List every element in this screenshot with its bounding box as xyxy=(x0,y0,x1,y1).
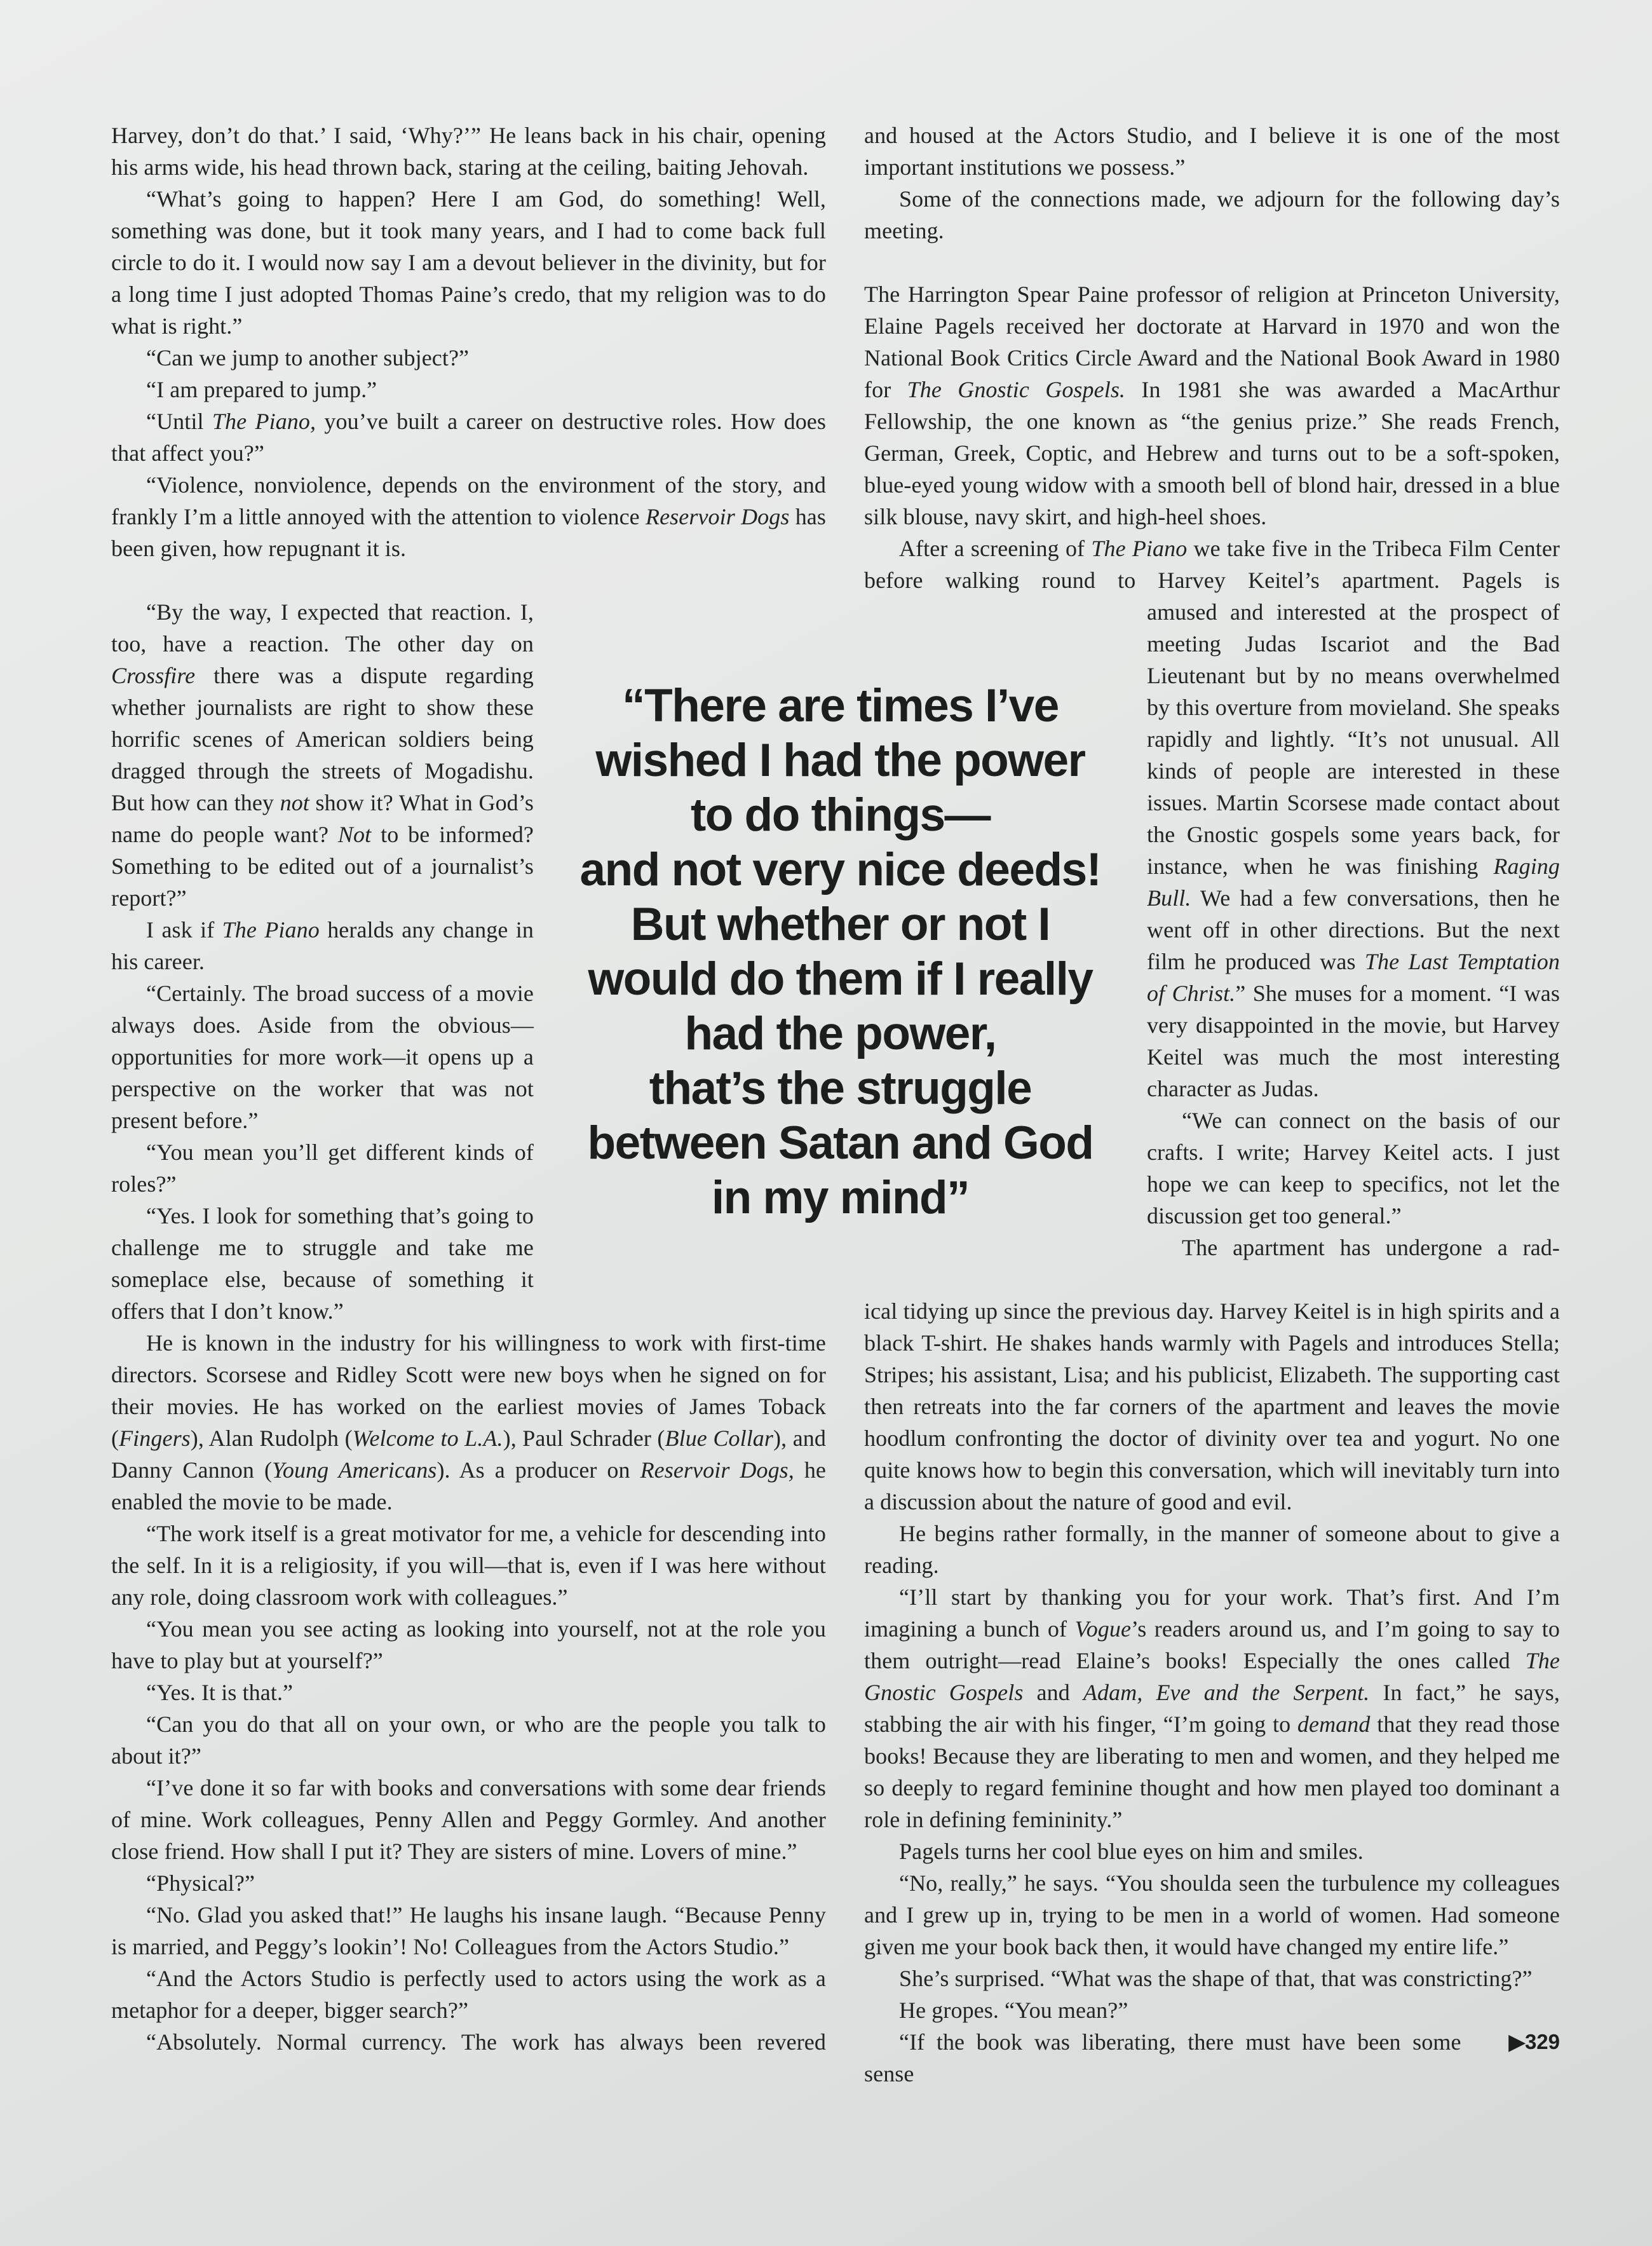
paragraph xyxy=(864,1835,1560,1867)
pull-quote-line: But whether or not I xyxy=(630,899,1050,950)
italic-text-segment: Welcome to L.A. xyxy=(352,1426,503,1451)
pull-quote-line: and not very nice deeds! xyxy=(579,844,1101,895)
italic-text-segment: The Piano, xyxy=(212,409,316,434)
column-right-bottom xyxy=(864,1295,1560,2121)
paragraph xyxy=(1147,596,1560,1105)
text-segment: “I’ve done it so far with books and conversations with some dear friends of mine. Work colleagues, Penny Allen and Peggy Gormley. And another close friend. How shall I put it? They are sisters of mine. Lovers of mine.” xyxy=(111,1775,826,1864)
paragraph xyxy=(864,2026,1560,2090)
text-segment: We had a few conversations, then he went off in other directions. But the next film he produced was xyxy=(1147,885,1560,974)
text-segment: “And the Actors Studio is perfectly used to actors using the work as a metaphor for a deeper, bigger search?” xyxy=(111,1966,826,2023)
text-segment: He gropes. “You mean?” xyxy=(899,1998,1128,2023)
text-segment: and xyxy=(1023,1680,1083,1705)
paragraph xyxy=(864,278,1560,533)
text-segment: “I am prepared to jump.” xyxy=(146,377,377,402)
text-segment: show it? What in God’s name do people want? xyxy=(111,790,534,847)
text-segment: In fact,” he says, stabbing the air with his finger, “I’m going to xyxy=(864,1680,1560,1737)
text-segment: heralds any change in his career. xyxy=(111,917,534,974)
column-left-narrow xyxy=(111,596,534,1327)
paragraph xyxy=(864,1581,1560,1835)
text-segment: ” She muses for a moment. “I was very disappointed in the movie, but Harvey Keitel was much the most interesting character as Judas. xyxy=(1147,981,1560,1101)
text-segment: we take five in the Tribeca Film Center before walking round to Harvey Keitel’s apartment. Pagels is xyxy=(864,536,1560,593)
text-segment: ), Alan Rudolph ( xyxy=(190,1426,353,1451)
italic-text-segment: Fingers xyxy=(119,1426,191,1451)
column-right-top xyxy=(864,119,1560,596)
paragraph xyxy=(111,1867,826,1899)
paragraph xyxy=(864,1867,1560,1963)
italic-text-segment: Reservoir Dogs xyxy=(645,504,790,529)
pull-quote-line: to do things— xyxy=(690,789,991,841)
pull-quote-line: wished I had the power xyxy=(595,735,1085,786)
italic-text-segment: The Gnostic Gospels xyxy=(864,1648,1560,1705)
paragraph xyxy=(111,1518,826,1613)
text-segment: “We can connect on the basis of our crafts. I write; Harvey Keitel acts. I just hope we can keep to specifics, not let the discussion get too general.” xyxy=(1147,1108,1560,1228)
paragraph xyxy=(111,1136,534,1200)
paragraph xyxy=(864,1994,1560,2026)
text-segment: He is known in the industry for his willingness to work with first-time directors. Scorsese and Ridley Scott were new boys when he signed on for their movies. He has worked on the earliest movies of James Toback ( xyxy=(111,1330,826,1451)
pull-quote-line: between Satan and God xyxy=(587,1117,1093,1169)
column-left-top xyxy=(111,119,826,596)
italic-text-segment: Not xyxy=(337,822,372,847)
paragraph xyxy=(111,469,826,564)
paragraph xyxy=(864,533,1560,596)
text-segment: ). As a producer on xyxy=(437,1457,640,1483)
text-segment: The Harrington Spear Paine professor of religion at Princeton University, Elaine Pagels received her doctorate at Harvard in 1970 and won the National Book Critics Circle Award and the National Book Award in 1980 for xyxy=(864,282,1560,402)
pull-quote-line: that’s the struggle xyxy=(649,1063,1032,1114)
text-segment: Some of the connections made, we adjourn for the following day’s meeting. xyxy=(864,186,1560,243)
paragraph xyxy=(111,1772,826,1867)
italic-text-segment: The Piano xyxy=(1091,536,1188,561)
pull-quote-line: “There are times I’ve xyxy=(622,680,1059,732)
text-segment: “Yes. It is that.” xyxy=(146,1680,294,1705)
text-segment: ’s readers around us, and I’m going to say to them outright—read Elaine’s books! Especially the ones called xyxy=(864,1616,1560,1673)
paragraph xyxy=(111,1708,826,1772)
text-segment: “Certainly. The broad success of a movie always does. Aside from the obvious—opportunities for more work—it opens up a perspective on the worker that was not present before.” xyxy=(111,981,534,1133)
paragraph xyxy=(111,342,826,374)
text-segment: “If the book was liberating, there must have been some sense xyxy=(864,2029,1461,2086)
pull-quote-line: would do them if I really xyxy=(588,953,1093,1005)
text-segment: “I’ll start by thanking you for your work. That’s first. And I’m imagining a bunch of xyxy=(864,1584,1560,1642)
pull-quote xyxy=(543,679,1137,1225)
text-segment: there was a dispute regarding whether journalists are right to show these horrific scenes of American soldiers being dragged through the streets of Mogadishu. But how can they xyxy=(111,663,534,815)
text-segment: “You mean you’ll get different kinds of roles?” xyxy=(111,1140,534,1197)
paragraph xyxy=(111,1899,826,1963)
column-right-narrow xyxy=(1147,596,1560,1295)
italic-text-segment: Adam, Eve and the Serpent. xyxy=(1083,1680,1370,1705)
italic-text-segment: Raging Bull. xyxy=(1147,854,1560,911)
text-segment: ), and Danny Cannon ( xyxy=(111,1426,826,1483)
text-segment: “Absolutely. Normal currency. The work has always been revered xyxy=(146,2029,826,2055)
paragraph xyxy=(111,1613,826,1677)
text-segment: has been given, how repugnant it is. xyxy=(111,504,826,561)
text-segment: “The work itself is a great motivator for me, a vehicle for descending into the self. In it is a religiosity, if you will—that is, even if I was here without any role, doing classroom work with colleagues.” xyxy=(111,1521,826,1610)
text-segment: “Can you do that all on your own, or who are the people you talk to about it?” xyxy=(111,1712,826,1769)
paragraph xyxy=(111,1200,534,1327)
paragraph xyxy=(111,596,534,914)
text-segment: “Physical?” xyxy=(146,1870,255,1896)
text-segment: After a screening of xyxy=(899,536,1092,561)
text-segment: Harvey, don’t do that.’ I said, ‘Why?’” He leans back in his chair, opening his arms wide, his head thrown back, staring at the ceiling, baiting Jehovah. xyxy=(111,123,826,180)
column-left-bottom xyxy=(111,1327,826,2121)
text-segment: “Yes. I look for something that’s going to challenge me to struggle and take me someplace else, because of something it offers that I don’t know.” xyxy=(111,1203,534,1324)
text-segment: that they read those books! Because they are liberating to men and women, and they helped me so deeply to regard feminine thought and how men played too dominant a role in defining femininity.” xyxy=(864,1712,1561,1832)
paragraph xyxy=(111,914,534,977)
text-segment: He begins rather formally, in the manner of someone about to give a reading. xyxy=(864,1521,1560,1578)
paragraph xyxy=(111,119,826,183)
paragraph xyxy=(1147,1105,1560,1232)
pull-quote-line: had the power, xyxy=(684,1008,996,1059)
paragraph xyxy=(111,183,826,342)
italic-text-segment: demand xyxy=(1297,1712,1371,1737)
pull-quote-line: in my mind” xyxy=(711,1172,970,1223)
italic-text-segment: Young Americans xyxy=(272,1457,437,1483)
paragraph xyxy=(111,405,826,469)
text-segment: ), Paul Schrader ( xyxy=(503,1426,665,1451)
text-segment: and housed at the Actors Studio, and I believe it is one of the most important institutions we possess.” xyxy=(864,123,1560,180)
italic-text-segment: Blue Collar xyxy=(665,1426,774,1451)
paragraph xyxy=(111,977,534,1136)
paragraph xyxy=(111,1677,826,1708)
text-segment: “Until xyxy=(146,409,212,434)
paragraph xyxy=(1147,1232,1560,1263)
text-segment: The apartment has undergone a rad- xyxy=(1182,1235,1560,1260)
text-segment: “No. Glad you asked that!” He laughs his insane laugh. “Because Penny is married, and Peggy’s lookin’! No! Colleagues from the Actors Studio.” xyxy=(111,1902,826,1959)
text-segment: “Can we jump to another subject?” xyxy=(146,345,470,371)
continued-on-page-marker: ▶329 xyxy=(1508,2030,1560,2053)
text-segment: “You mean you see acting as looking into yourself, not at the role you have to play but at yourself?” xyxy=(111,1616,826,1673)
italic-text-segment: The Last Temptation of Christ. xyxy=(1147,949,1560,1006)
paragraph xyxy=(111,374,826,405)
text-segment: “What’s going to happen? Here I am God, do something! Well, something was done, but it took many years, and I had to come back full circle to do it. I would now say I am a devout believer in the divinity, but for a long time I just adopted Thomas Paine’s credo, that my religion was to do what is right.” xyxy=(111,186,826,339)
text-segment: ical tidying up since the previous day. Harvey Keitel is in high spirits and a black T-shirt. He shakes hands warmly with Pagels and introduces Stella; Stripes; his assistant, Lisa; and his publicist, Elizabeth. The supporting cast then retreats into the far corners of the apartment and leaves the movie hoodlum confronting the doctor of divinity over tea and yogurt. No one quite knows how to begin this conversation, which will inevitably turn into a discussion about the nature of good and evil. xyxy=(864,1298,1560,1514)
text-segment: to be informed? Something to be edited out of a journalist’s report?” xyxy=(111,822,534,911)
paragraph xyxy=(864,119,1560,183)
text-segment: he enabled the movie to be made. xyxy=(111,1457,827,1514)
italic-text-segment: not xyxy=(280,790,309,815)
italic-text-segment: Reservoir Dogs, xyxy=(640,1457,794,1483)
text-segment: In 1981 she was awarded a MacArthur Fellowship, the one known as “the genius prize.” She reads French, German, Greek, Coptic, and Hebrew and turns out to be a soft-spoken, blue-eyed young widow with a smooth bell of blond hair, dressed in a blue silk blouse, navy skirt, and high-heel shoes. xyxy=(864,377,1560,529)
italic-text-segment: The Piano xyxy=(222,917,320,943)
paragraph xyxy=(864,1963,1560,1994)
text-segment: “Violence, nonviolence, depends on the environment of the story, and frankly I’m a little annoyed with the attention to violence xyxy=(111,472,826,529)
paragraph xyxy=(864,1518,1560,1581)
paragraph xyxy=(111,2026,826,2058)
text-segment: “By the way, I expected that reaction. I, too, have a reaction. The other day on xyxy=(111,599,534,657)
paragraph xyxy=(864,1295,1560,1518)
text-segment: amused and interested at the prospect of meeting Judas Iscariot and the Bad Lieutenant but by no means overwhelmed by this overture from movieland. She speaks rapidly and lightly. “It’s not unusual. All kinds of people are interested in these issues. Martin Scorsese made contact about the Gnostic gospels some years back, for instance, when he was finishing xyxy=(1147,599,1560,879)
text-segment: She’s surprised. “What was the shape of that, that was constricting?” xyxy=(899,1966,1533,1991)
text-segment: Pagels turns her cool blue eyes on him and smiles. xyxy=(899,1839,1364,1864)
paragraph xyxy=(864,183,1560,247)
paragraph xyxy=(111,1963,826,2026)
italic-text-segment: Crossfire xyxy=(111,663,196,688)
text-segment: “No, really,” he says. “You shoulda seen the turbulence my colleagues and I grew up in, trying to be men in a world of women. Had someone given me your book back then, it would have changed my entire life.” xyxy=(864,1870,1560,1959)
text-segment: I ask if xyxy=(146,917,222,943)
italic-text-segment: The Gnostic Gospels. xyxy=(907,377,1126,402)
italic-text-segment: Vogue xyxy=(1074,1616,1132,1642)
paragraph xyxy=(111,1327,826,1518)
text-segment: you’ve built a career on destructive roles. How does that affect you?” xyxy=(111,409,826,466)
